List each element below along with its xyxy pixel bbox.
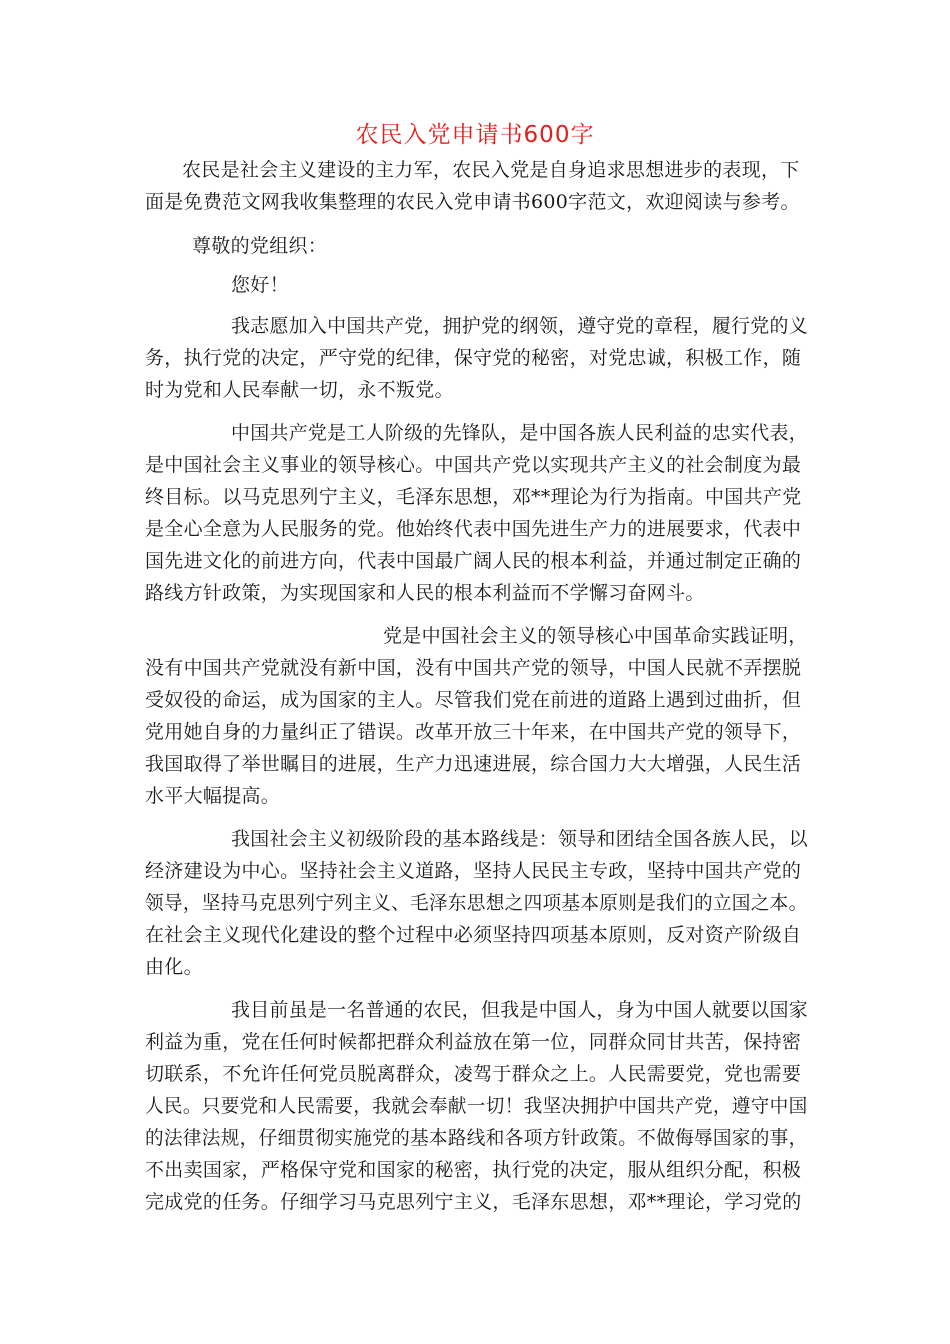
paragraph-line: 是中国社会主义事业的领导核心。中国共产党以实现共产主义的社会制度为最 [145,454,802,476]
paragraph-line: 由化。 [145,956,203,978]
paragraph-line: 没有中国共产党就没有新中国，没有中国共产党的领导，中国人民就不弄摆脱 [145,657,802,679]
paragraph-line: 路线方针政策，为实现国家和人民的根本利益而不学懈习奋网斗。 [145,582,705,604]
paragraph-line: 受奴役的命运，成为国家的主人。尽管我们党在前进的道路上遇到过曲折，但 [145,689,802,711]
paragraph-line: 务，执行党的决定，严守党的纪律，保守党的秘密，对党忠诚，积极工作，随 [145,347,802,369]
paragraph-line: 切联系，不允许任何党员脱离群众，凌驾于群众之上。人民需要党，党也需要 [145,1063,802,1085]
document-title: 农民入党申请书600字 [355,122,595,148]
paragraph-line: 的法律法规，仔细贯彻实施党的基本路线和各项方针政策。不做侮辱国家的事， [145,1127,808,1149]
intro-line: 面是免费范文网我收集整理的农民入党申请书600字范文，欢迎阅读与参考。 [145,191,800,213]
paragraph-line: 是全心全意为人民服务的党。他始终代表中国先进生产力的进展要求，代表中 [145,518,802,540]
paragraph-line: 我目前虽是一名普通的农民，但我是中国人，身为中国人就要以国家 [231,999,809,1021]
paragraph-line: 经济建设为中心。坚持社会主义道路，坚持人民民主专政，坚持中国共产党的 [145,860,802,882]
paragraph-line: 我志愿加入中国共产党，拥护党的纲领，遵守党的章程，履行党的义 [231,315,809,337]
intro-line: 农民是社会主义建设的主力军，农民入党是自身追求思想进步的表现，下 [182,159,800,181]
paragraph-line: 终目标。以马克思列宁主义，毛泽东思想，邓**理论为行为指南。中国共产党 [145,486,802,508]
paragraph-line: 人民。只要党和人民需要，我就会奉献一切！我坚决拥护中国共产党，遵守中国 [145,1095,808,1117]
paragraph-line: 时为党和人民奉献一切，永不叛党。 [145,379,454,401]
paragraph-line: 国先进文化的前进方向，代表中国最广阔人民的根本利益，并通过制定正确的 [145,550,802,572]
salutation: 尊敬的党组织： [192,235,328,257]
paragraph-line: 领导，坚持马克思列宁列主义、毛泽东思想之四项基本原则是我们的立国之本。 [145,892,808,914]
greeting: 您好！ [231,274,289,296]
paragraph-line: 中国共产党是工人阶级的先锋队，是中国各族人民利益的忠实代表， [231,422,809,444]
paragraph-line: 我国社会主义初级阶段的基本路线是：领导和团结全国各族人民，以 [231,828,809,850]
paragraph-line: 党是中国社会主义的领导核心中国革命实践证明， [383,625,808,647]
paragraph-line: 党用她自身的力量纠正了错误。改革开放三十年来，在中国共产党的领导下， [145,721,802,743]
paragraph-line: 不出卖国家，严格保守党和国家的秘密，执行党的决定，服从组织分配，积极 [145,1159,802,1181]
paragraph-line: 在社会主义现代化建设的整个过程中必须坚持四项基本原则，反对资产阶级自 [145,924,802,946]
paragraph-line: 完成党的任务。仔细学习马克思列宁主义，毛泽东思想，邓**理论，学习党的 [145,1191,802,1213]
paragraph-line: 利益为重，党在任何时候都把群众利益放在第一位，同群众同甘共苦，保持密 [145,1031,802,1053]
paragraph-line: 我国取得了举世瞩目的进展，生产力迅速进展，综合国力大大增强，人民生活 [145,753,802,775]
paragraph-line: 水平大幅提高。 [145,785,281,807]
